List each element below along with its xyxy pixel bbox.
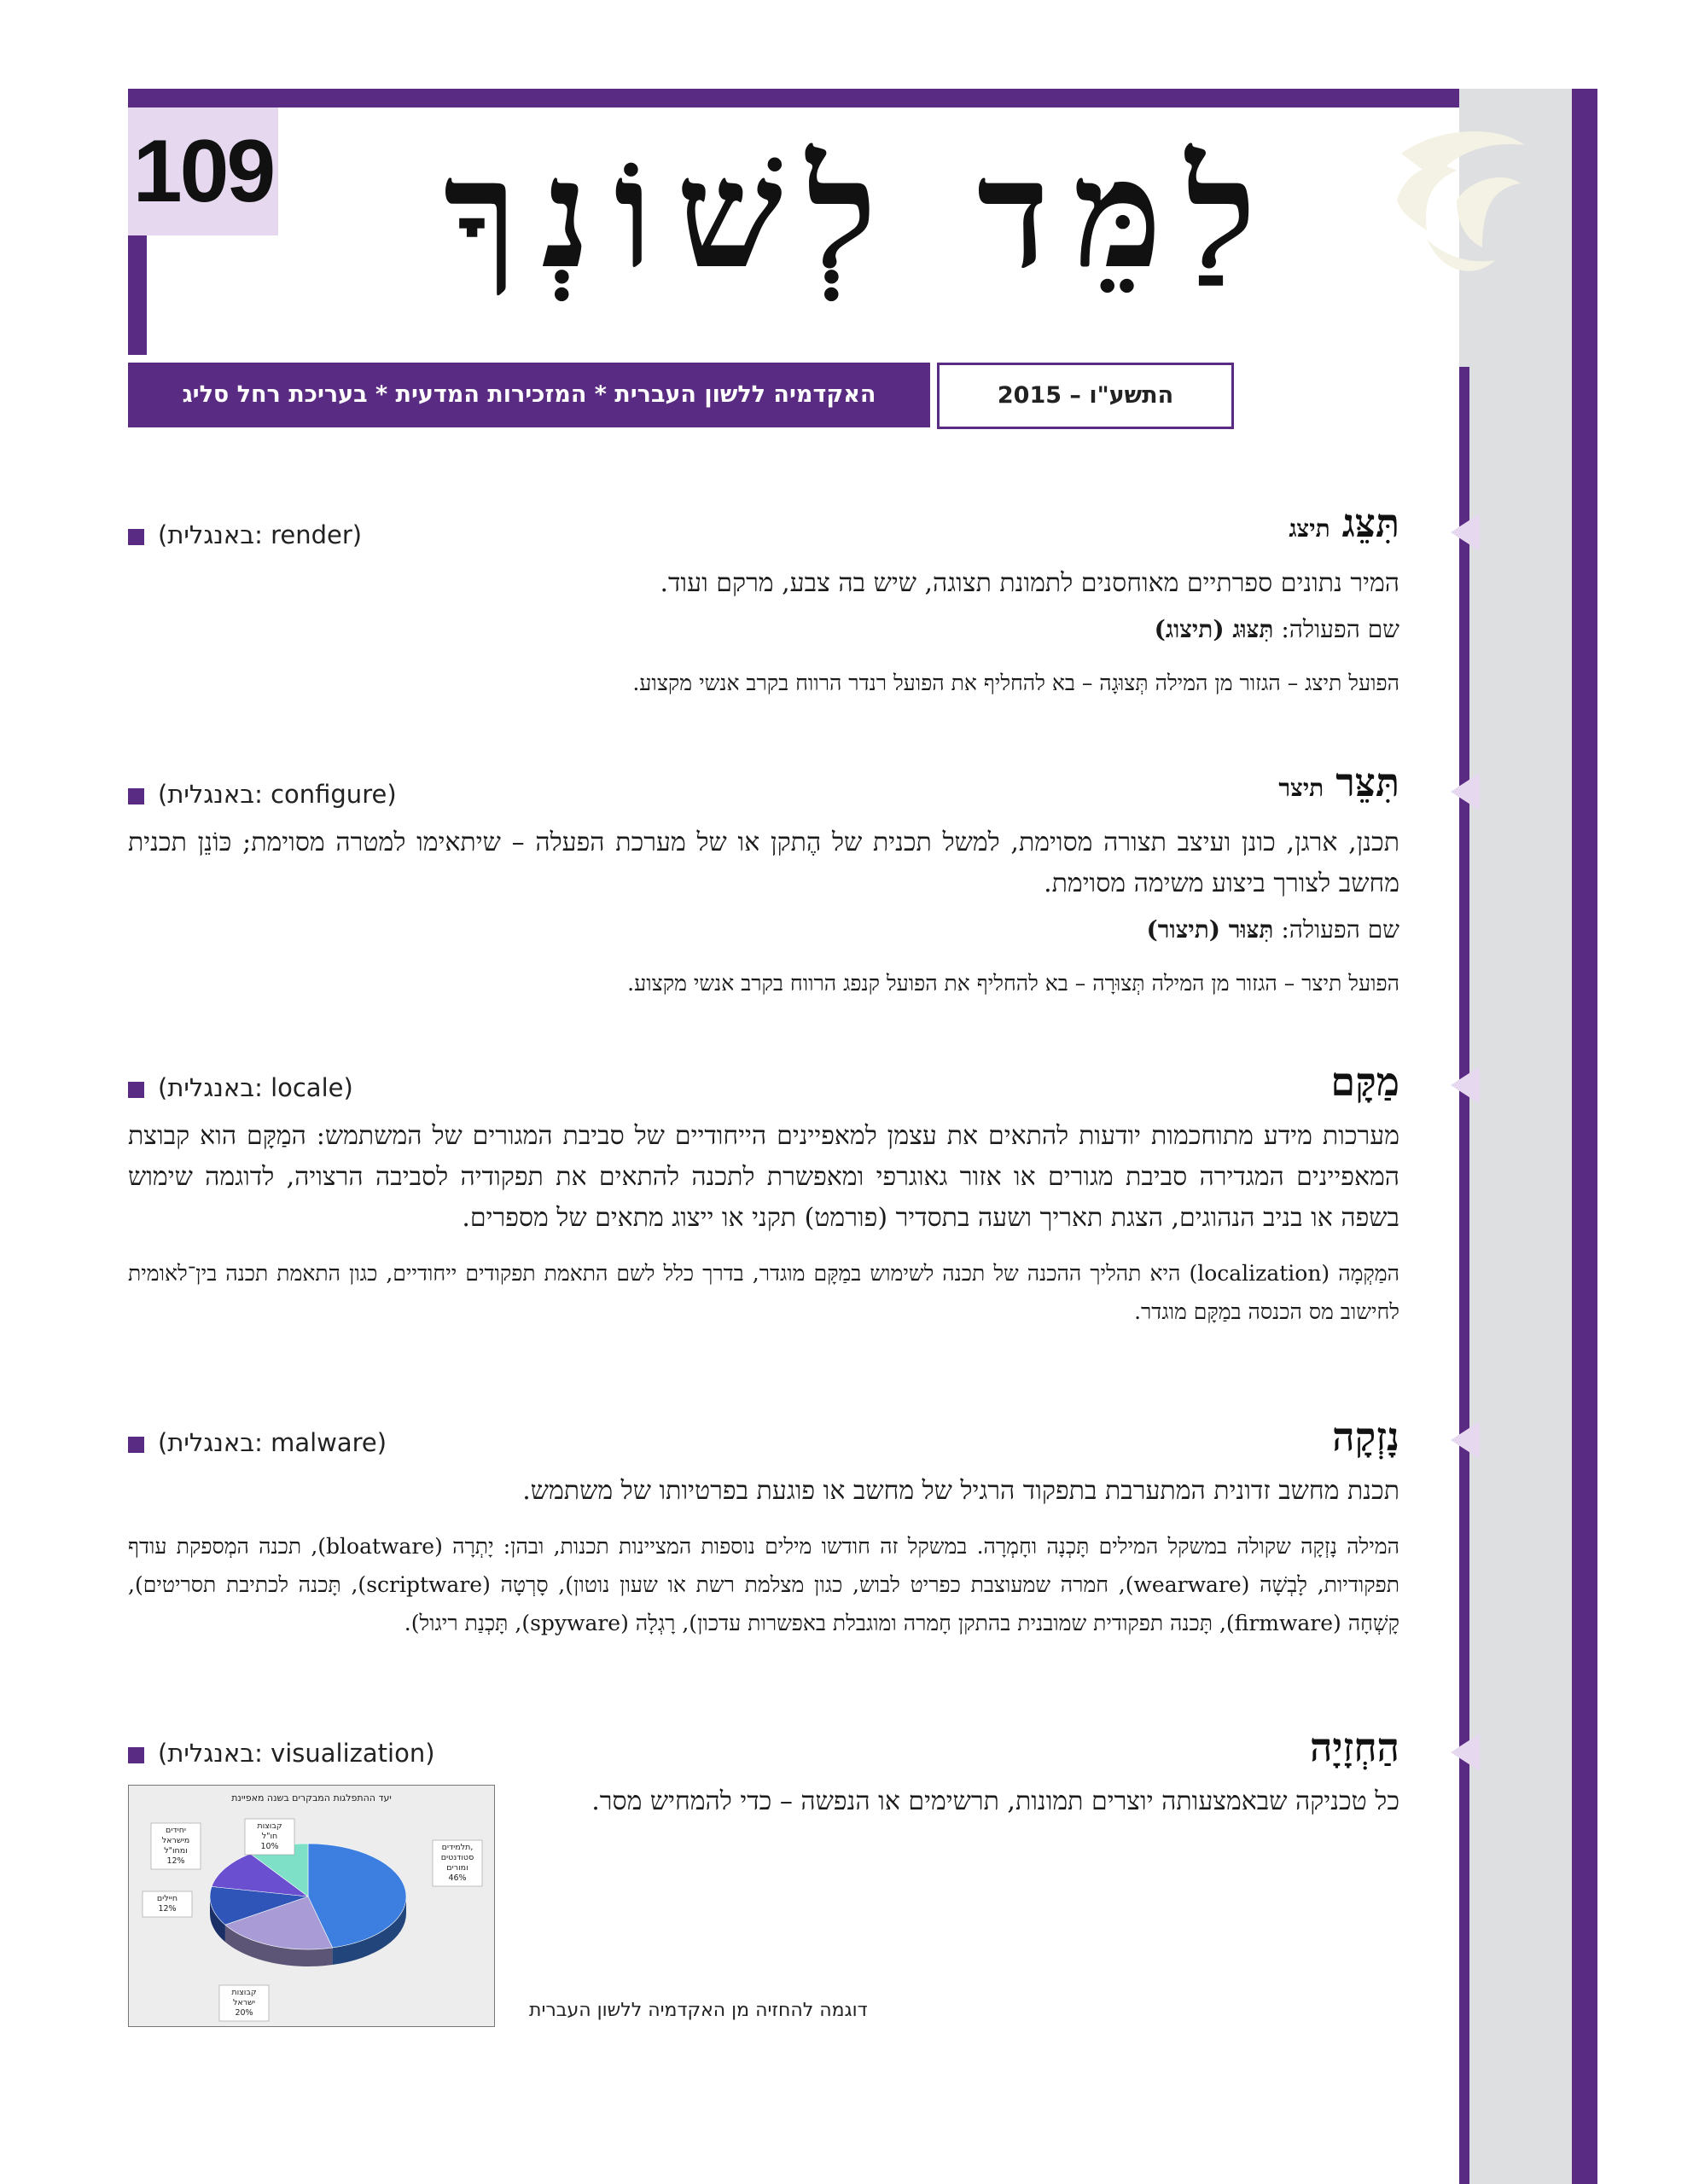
square-bullet-icon bbox=[128, 1437, 144, 1453]
square-bullet-icon bbox=[128, 529, 144, 545]
publisher-band: האקדמיה ללשון העברית * המזכירות המדעית * בעריכת רחל סליג bbox=[128, 363, 930, 427]
entry-term: תִּצֵּרתיצר bbox=[1278, 759, 1399, 805]
chart-title: יעד ההתפלגות המבקרים בשנה מאפיינת bbox=[231, 1792, 392, 1804]
square-bullet-icon bbox=[128, 1747, 144, 1763]
entry-definition: תכנת מחשב זדונית המתערבת בתפקוד הרגיל של מחשב או פוגעת בפרטיותו של משתמש. bbox=[522, 1476, 1399, 1506]
issue-number: 109 bbox=[132, 122, 274, 221]
entry-marker-icon bbox=[1451, 1421, 1480, 1459]
svg-text:46%: 46% bbox=[448, 1873, 467, 1883]
entry-term: תִּצֵּגתיצג bbox=[1289, 500, 1399, 546]
entry-definition: תכנן, ארגן, כונן ועיצב תצורה מסוימת, למשל תכנית של הֶתקן או של מערכת הפעלה – שיתאימו למטרה מסוימת; כּוֹנֵן תכנית מחשב לצורך ביצוע משימה מסוימת. bbox=[128, 828, 1399, 898]
svg-text:תלמידים,: תלמידים, bbox=[441, 1843, 474, 1852]
pie-slice-label bbox=[151, 1823, 201, 1869]
entry-english: (באנגלית: locale) bbox=[128, 1073, 353, 1102]
pie-slice-label bbox=[433, 1840, 482, 1886]
square-bullet-icon bbox=[128, 1082, 144, 1098]
svg-text:קבוצות: קבוצות bbox=[231, 1988, 257, 1997]
right-purple-rail bbox=[1572, 89, 1597, 2184]
entry-note: המַקְמָה (localization) היא תהליך ההכנה של תכנה לשימוש במַקָּם מוגדר, בדרך כלל לשם התאמת תפקודים ייחודיים, כגון התאמת תכנה בין־לאומית לחישוב מס הכנסה במַקָּם מוגדר. bbox=[128, 1261, 1399, 1324]
entry-english: (באנגלית: visualization) bbox=[128, 1739, 435, 1768]
entry-action-name: שם הפעולה: תִּצּוּר (תיצור) bbox=[1146, 915, 1399, 944]
entry-english: (באנגלית: malware) bbox=[128, 1428, 387, 1457]
entry-marker-icon bbox=[1451, 1066, 1480, 1104]
svg-text:חיילים: חיילים bbox=[156, 1894, 178, 1903]
entry-marker-icon bbox=[1451, 773, 1480, 810]
header-top-bar bbox=[128, 89, 1459, 107]
entry-note: הפועל תיצר – הגזור מן המילה תְּצוּרָה – בא להחליף את הפועל קנפג הרווח בקרב אנשי מקצוע. bbox=[627, 971, 1399, 996]
entry-term: נָזְקָה bbox=[1332, 1414, 1399, 1460]
right-purple-inner-rail bbox=[1459, 367, 1469, 2184]
page-title: לַמֵּד לְשׁוֹנְךָ bbox=[443, 125, 1281, 302]
svg-text:יחידים: יחידים bbox=[165, 1826, 187, 1835]
entry-definition: מערכות מידע מתוחכמות יודעות להתאים את עצמן למאפיינים הייחודיים של סביבת המגורים של המשתמש: המַקָּם הוא קבוצת המאפיינים המגדירה סביבת מגורים או אזור גאוגרפי ומאפשרת לתכנה להתאים את תפקודיה לסביבה הרצויה, לדוגמה שימוש בשפה או בניב הנהוגים, הצגת תאריך ושעה בתסדיר (פורמט) תקני או ייצוג מתאים של מספרים. bbox=[128, 1121, 1399, 1233]
svg-text:סטודנטים: סטודנטים bbox=[440, 1853, 474, 1862]
svg-text:20%: 20% bbox=[235, 2008, 253, 2018]
svg-text:ומחו"ל: ומחו"ל bbox=[164, 1846, 188, 1856]
entry-action-name: שם הפעולה: תִּצּוּג (תיצוג) bbox=[1154, 615, 1399, 643]
entry-note: הפועל תיצג – הגזור מן המילה תְּצוּגָה – בא להחליף את הפועל רנדר הרווח בקרב אנשי מקצוע. bbox=[632, 671, 1399, 695]
entry-english: (באנגלית: configure) bbox=[128, 780, 397, 809]
year-box: התשע"ו – 2015 bbox=[937, 363, 1234, 429]
entry-configure bbox=[128, 759, 1399, 1002]
pie-chart-figure bbox=[128, 1785, 495, 2027]
entry-render bbox=[128, 500, 1399, 702]
entry-marker-icon bbox=[1451, 514, 1480, 551]
entry-note: המילה נָזְקָה שקולה במשקל המילים תָּכְנָה וחָמְרָה. במשקל זה חודשו מילים נוספות המציינות תכנות, ובהן: יָתְרָה (bloatware), תכנה המְספקת עודף תפקודיות, לָבְשָׁה (wearware), חמרה שמעוצבת כפריט לבוש, כגון מצלמת רשת או שעון נוטון), סָרְטָה (scriptware), תָּכנה לכתיבת תסריטים), קָשְׁחָה (firmware), תָּכנה תפקודית שמובנית בהתקן חָמרה ומוגבלת באפשרות עדכון), רָגְלָה (spyware), תָּכְנַת ריגול). bbox=[128, 1534, 1399, 1635]
entry-term: מַקָּם bbox=[1330, 1059, 1399, 1105]
pie-slice-label bbox=[219, 1985, 269, 2021]
entry-marker-icon bbox=[1451, 1734, 1480, 1771]
entry-term: הַחְזָיָה bbox=[1309, 1724, 1399, 1770]
entry-definition: כל טכניקה שבאמצעותה יוצרים תמונות, תרשימים או הנפשה – כדי להמחיש מסר. bbox=[591, 1786, 1399, 1816]
svg-text:12%: 12% bbox=[158, 1904, 177, 1914]
square-bullet-icon bbox=[128, 788, 144, 804]
pie-chart bbox=[129, 1786, 494, 2026]
chart-caption: דוגמה להחזיה מן האקדמיה ללשון העברית bbox=[529, 2000, 868, 2021]
svg-text:ישראל: ישראל bbox=[233, 1998, 255, 2007]
svg-text:ומורים: ומורים bbox=[446, 1863, 468, 1873]
svg-text:12%: 12% bbox=[166, 1856, 185, 1866]
svg-text:קבוצות: קבוצות bbox=[257, 1821, 282, 1831]
entry-locale bbox=[128, 1056, 1399, 1331]
entry-definition: המיר נתונים ספרתיים מאוחסנים לתמונת תצוגה, שיש בה צבע, מרקם ועוד. bbox=[660, 568, 1399, 598]
svg-text:מישראל: מישראל bbox=[161, 1836, 190, 1845]
entry-english: (באנגלית: render) bbox=[128, 520, 362, 549]
entry-malware bbox=[128, 1411, 1399, 1642]
svg-text:10%: 10% bbox=[260, 1842, 279, 1851]
svg-text:חו"ל: חו"ל bbox=[261, 1832, 278, 1841]
pie-slice-label bbox=[245, 1819, 294, 1855]
pie-slice-label bbox=[143, 1891, 192, 1917]
